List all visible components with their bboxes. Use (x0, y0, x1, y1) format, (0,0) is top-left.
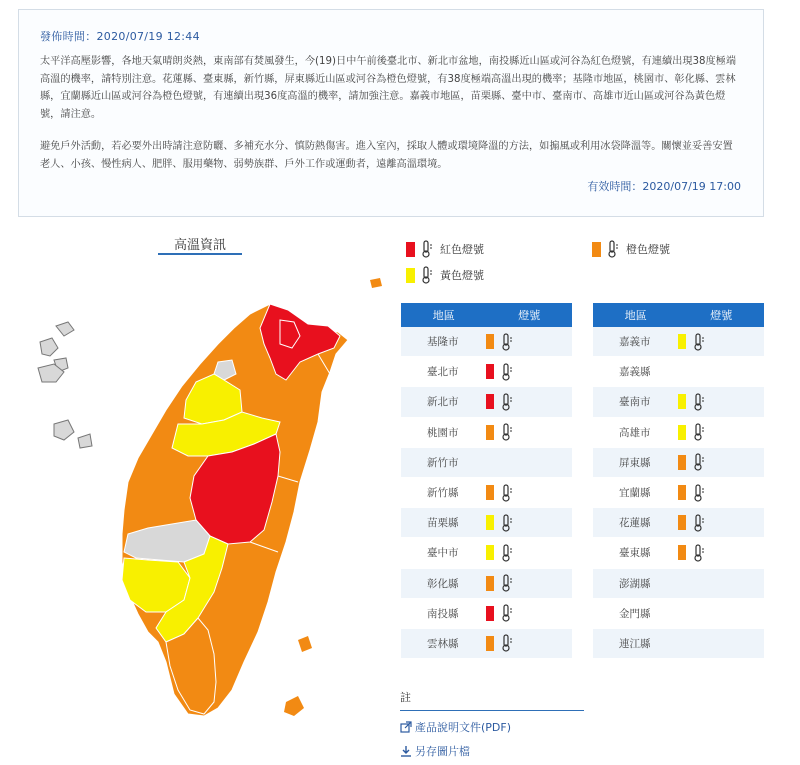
thermometer-icon (606, 240, 620, 258)
legend-orange (592, 240, 670, 258)
legend-yellow-label: 黃色燈號 (440, 269, 484, 282)
table-header (593, 303, 764, 327)
table-row (593, 327, 764, 357)
legend-yellow (406, 266, 484, 284)
red-lamp-swatch (486, 606, 494, 621)
notice-paragraph-1: 太平洋高壓影響，各地天氣晴朗炎熱，東南部有焚風發生，今(19)日中午前後臺北市、新北市盆地，南投縣近山區或河谷為紅色燈號，有連續出現38度極端高溫的機率，請特別注意。花蓮縣、臺東縣，新竹縣，屏東縣近山區或河谷為橙色燈號，有38度極端高溫出現的機率；基隆市地區，桃園市、彰化縣、雲林縣，宜蘭縣近山區或河谷為橙色燈號，有連續出現36度高溫的機率，請加強注意。嘉義市地區，苗栗縣、臺中市、臺南市、高雄市近山區或河谷為黃色燈號，請注意。 (40, 56, 737, 120)
col-area-header: 地區 (432, 309, 455, 322)
region-lamp (486, 514, 520, 532)
red-swatch (406, 242, 415, 257)
col-lamp-header: 燈號 (710, 309, 733, 322)
orange-lamp-swatch (678, 455, 686, 470)
thermometer-icon (500, 514, 514, 532)
table-row (401, 629, 572, 659)
map-region-matsu (54, 420, 92, 448)
region-lamp (486, 604, 520, 622)
orange-swatch (592, 242, 601, 257)
region-name: 嘉義市 (619, 336, 651, 349)
thermometer-icon (692, 423, 706, 441)
table-header (401, 303, 572, 327)
thermometer-icon (692, 333, 706, 351)
yellow-lamp-swatch (678, 394, 686, 409)
thermometer-icon (500, 423, 514, 441)
region-lamp (678, 484, 712, 502)
pdf-doc-link-label[interactable]: 產品說明文件(PDF) (415, 721, 512, 734)
save-image-link-label[interactable]: 另存圖片檔 (415, 745, 470, 758)
region-name: 新竹市 (427, 456, 459, 469)
orange-lamp-swatch (678, 515, 686, 530)
table-row (401, 569, 572, 599)
region-lamp (678, 393, 712, 411)
thermometer-icon (500, 604, 514, 622)
region-name: 南投縣 (427, 607, 459, 620)
region-name: 基隆市 (427, 336, 459, 349)
table-row (401, 357, 572, 387)
col-lamp-header: 燈號 (518, 309, 541, 322)
region-table-left (401, 303, 572, 659)
region-lamp (678, 514, 712, 532)
region-name: 屏東縣 (619, 456, 651, 469)
table-row (593, 357, 764, 387)
issued-time: 發佈時間：2020/07/19 12:44 (40, 30, 200, 43)
legend-orange-label: 橙色燈號 (626, 243, 670, 256)
orange-lamp-swatch (486, 425, 494, 440)
table-row (401, 599, 572, 629)
notice-paragraph-2: 避免戶外活動，若必要外出時請注意防曬、多補充水分、慎防熱傷害。進入室內，採取人體或環境降溫的方法，如搧風或利用冰袋降溫等。關懷並妥善安置老人、小孩、慢性病人、肥胖、服用藥物、弱勢族群、戶外工作或運動者，遠離高溫環境。 (40, 141, 733, 170)
thermometer-icon (500, 484, 514, 502)
table-row (593, 478, 764, 508)
orange-lamp-swatch (486, 636, 494, 651)
region-lamp (486, 423, 520, 441)
yellow-lamp-swatch (678, 425, 686, 440)
taiwan-heat-map[interactable] (18, 262, 390, 742)
region-name: 高雄市 (619, 426, 651, 439)
map-region-green-island (298, 636, 312, 652)
thermometer-icon (692, 453, 706, 471)
thermometer-icon (500, 333, 514, 351)
table-row (401, 508, 572, 538)
region-name: 桃園市 (427, 426, 459, 439)
yellow-lamp-swatch (486, 515, 494, 530)
section-title: 高溫資訊 (158, 234, 242, 255)
region-name: 嘉義縣 (619, 366, 651, 379)
table-row (401, 387, 572, 417)
region-lamp (486, 544, 520, 562)
orange-lamp-swatch (486, 485, 494, 500)
region-lamp (678, 544, 712, 562)
thermometer-icon (692, 393, 706, 411)
orange-lamp-swatch (486, 334, 494, 349)
table-row (593, 508, 764, 538)
thermometer-icon (692, 514, 706, 532)
thermometer-icon (500, 574, 514, 592)
thermometer-icon (692, 544, 706, 562)
table-row (593, 418, 764, 448)
region-name: 連江縣 (619, 637, 651, 650)
legend-red-label: 紅色燈號 (440, 243, 484, 256)
region-name: 臺北市 (427, 366, 459, 379)
save-image-link[interactable] (400, 743, 584, 759)
table-row (593, 448, 764, 478)
region-lamp (486, 484, 520, 502)
thermometer-icon (500, 393, 514, 411)
yellow-swatch (406, 268, 415, 283)
red-lamp-swatch (486, 364, 494, 379)
region-lamp (486, 574, 520, 592)
table-row (401, 448, 572, 478)
external-link-icon (400, 721, 412, 733)
notice-panel (18, 9, 764, 217)
table-row (401, 478, 572, 508)
table-row (593, 387, 764, 417)
table-row (401, 327, 572, 357)
table-row (593, 599, 764, 629)
thermometer-icon (420, 266, 434, 284)
thermometer-icon (420, 240, 434, 258)
region-name: 臺中市 (427, 547, 459, 560)
col-area-header: 地區 (624, 309, 647, 322)
valid-time: 有效時間：2020/07/19 17:00 (587, 180, 741, 193)
table-row (401, 418, 572, 448)
region-name: 金門縣 (619, 607, 651, 620)
map-region-penghu (40, 322, 74, 372)
region-lamp (486, 634, 520, 652)
map-region-orchid-island (284, 696, 304, 716)
region-name: 雲林縣 (427, 637, 459, 650)
region-name: 新竹縣 (427, 487, 459, 500)
table-row (593, 629, 764, 659)
red-lamp-swatch (486, 394, 494, 409)
yellow-lamp-swatch (486, 545, 494, 560)
table-row (593, 538, 764, 568)
region-table-right (593, 303, 764, 659)
yellow-lamp-swatch (678, 334, 686, 349)
region-name: 花蓮縣 (619, 517, 651, 530)
footer-links (400, 689, 584, 759)
region-lamp (678, 333, 712, 351)
region-name: 新北市 (427, 396, 459, 409)
table-row (593, 569, 764, 599)
region-lamp (486, 393, 520, 411)
region-name: 臺東縣 (619, 547, 651, 560)
note-label: 註 (400, 689, 584, 711)
thermometer-icon (500, 634, 514, 652)
region-name: 澎湖縣 (619, 577, 651, 590)
orange-lamp-swatch (486, 576, 494, 591)
region-lamp (486, 333, 520, 351)
region-lamp (678, 453, 712, 471)
thermometer-icon (500, 363, 514, 381)
table-row (401, 538, 572, 568)
orange-lamp-swatch (678, 485, 686, 500)
region-name: 彰化縣 (427, 577, 459, 590)
region-lamp (678, 423, 712, 441)
thermometer-icon (500, 544, 514, 562)
thermometer-icon (692, 484, 706, 502)
legend-red (406, 240, 484, 258)
orange-lamp-swatch (678, 545, 686, 560)
region-name: 苗栗縣 (427, 517, 459, 530)
region-name: 臺南市 (619, 396, 651, 409)
region-lamp (486, 363, 520, 381)
region-name: 宜蘭縣 (619, 487, 651, 500)
pdf-doc-link[interactable] (400, 719, 584, 735)
download-icon (400, 745, 412, 757)
